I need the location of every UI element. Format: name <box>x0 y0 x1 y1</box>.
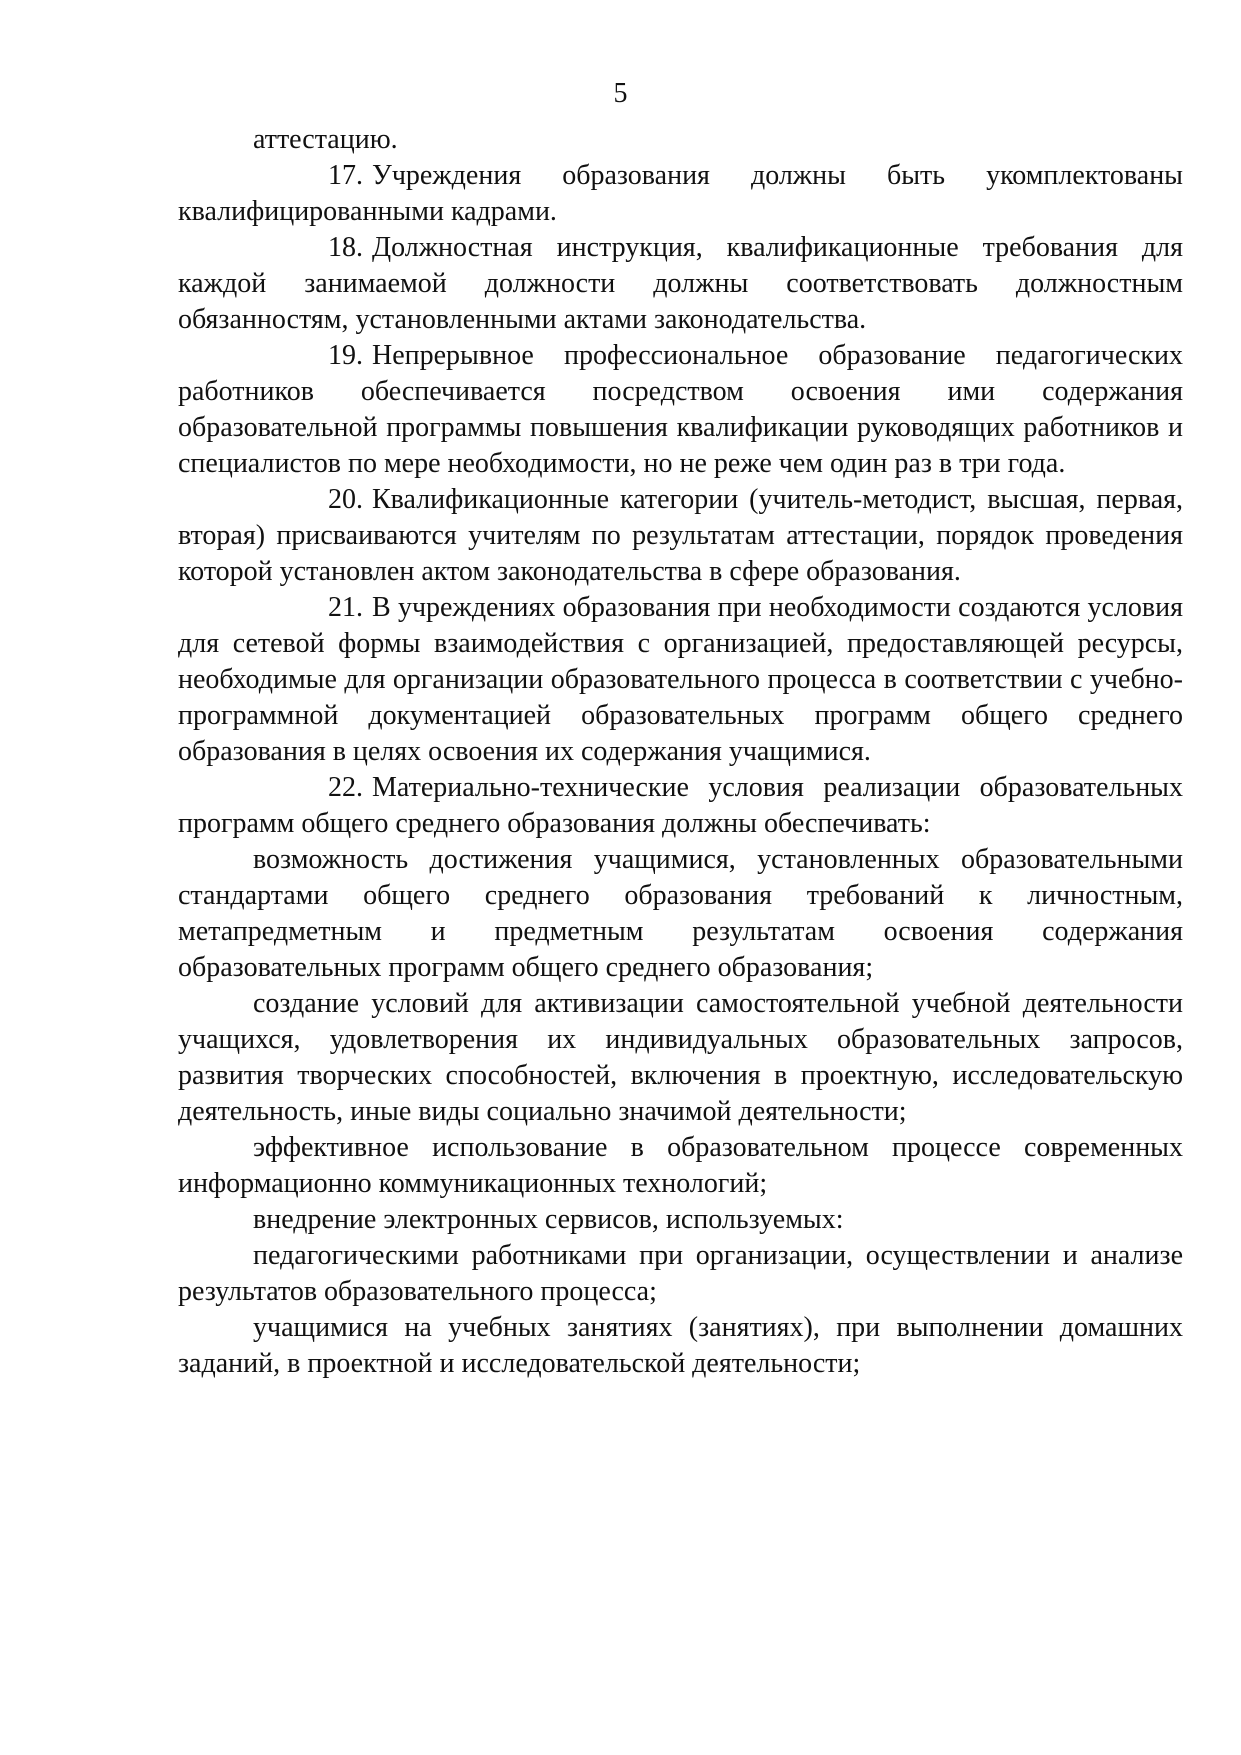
paragraph-number: 21. <box>328 592 363 623</box>
paragraph-17 <box>178 158 1183 230</box>
paragraph-text: эффективное использование в образовательном процессе современных информационно коммуникационных технологий; <box>178 1132 1183 1199</box>
paragraph-text: Квалификационные категории (учитель-методист, высшая, первая, вторая) присваиваются учителям по результатам аттестации, порядок проведения которой установлен актом законодательства в сфере образования. <box>178 484 1183 587</box>
paragraph-number: 18. <box>328 232 363 263</box>
list-item <box>178 986 1183 1130</box>
paragraph-number: 17. <box>328 160 363 191</box>
paragraph-number: 19. <box>328 340 363 371</box>
paragraph-number: 20. <box>328 484 363 515</box>
paragraph-text: Учреждения образования должны быть укомплектованы квалифицированными кадрами. <box>178 160 1183 227</box>
paragraph-text: Непрерывное профессиональное образование педагогических работников обеспечивается посредством освоения ими содержания образовательной программы повышения квалификации руководящих работников и специалистов по мере необходимости, но не реже чем один раз в три года. <box>178 340 1183 479</box>
page-number: 5 <box>613 78 628 109</box>
list-item <box>178 1202 1183 1238</box>
paragraph-text: Материально-технические условия реализации образовательных программ общего среднего образования должны обеспечивать: <box>178 772 1183 839</box>
paragraph-text: Должностная инструкция, квалификационные требования для каждой занимаемой должности должны соответствовать должностным обязанностям, установленными актами законодательства. <box>178 232 1183 335</box>
paragraph-18 <box>178 230 1183 338</box>
paragraph-20 <box>178 482 1183 590</box>
list-item <box>178 1130 1183 1202</box>
list-item <box>178 842 1183 986</box>
paragraph-text: создание условий для активизации самостоятельной учебной деятельности учащихся, удовлетворения их индивидуальных образовательных запросов, развития творческих способностей, включения в проектную, исследовательскую деятельность, иные виды социально значимой деятельности; <box>178 988 1183 1127</box>
paragraph-text: аттестацию. <box>253 124 398 155</box>
document-body <box>178 122 1183 1382</box>
paragraph-continuation <box>178 122 1183 158</box>
paragraph-text: внедрение электронных сервисов, используемых: <box>253 1204 844 1235</box>
paragraph-21 <box>178 590 1183 770</box>
paragraph-text: учащимися на учебных занятиях (занятиях), при выполнении домашних заданий, в проектной и исследовательской деятельности; <box>178 1312 1183 1379</box>
list-item <box>178 1238 1183 1310</box>
paragraph-text: возможность достижения учащимися, установленных образовательными стандартами общего среднего образования требований к личностным, метапредметным и предметным результатам освоения содержания образовательных программ общего среднего образования; <box>178 844 1183 983</box>
paragraph-text: педагогическими работниками при организации, осуществлении и анализе результатов образовательного процесса; <box>178 1240 1183 1307</box>
paragraph-number: 22. <box>328 772 363 803</box>
paragraph-19 <box>178 338 1183 482</box>
paragraph-text: В учреждениях образования при необходимости создаются условия для сетевой формы взаимодействия с организацией, предоставляющей ресурсы, необходимые для организации образовательного процесса в соответствии с учебно-программной документацией образовательных программ общего среднего образования в целях освоения их содержания учащимися. <box>178 592 1183 767</box>
list-item <box>178 1310 1183 1382</box>
paragraph-22 <box>178 770 1183 842</box>
